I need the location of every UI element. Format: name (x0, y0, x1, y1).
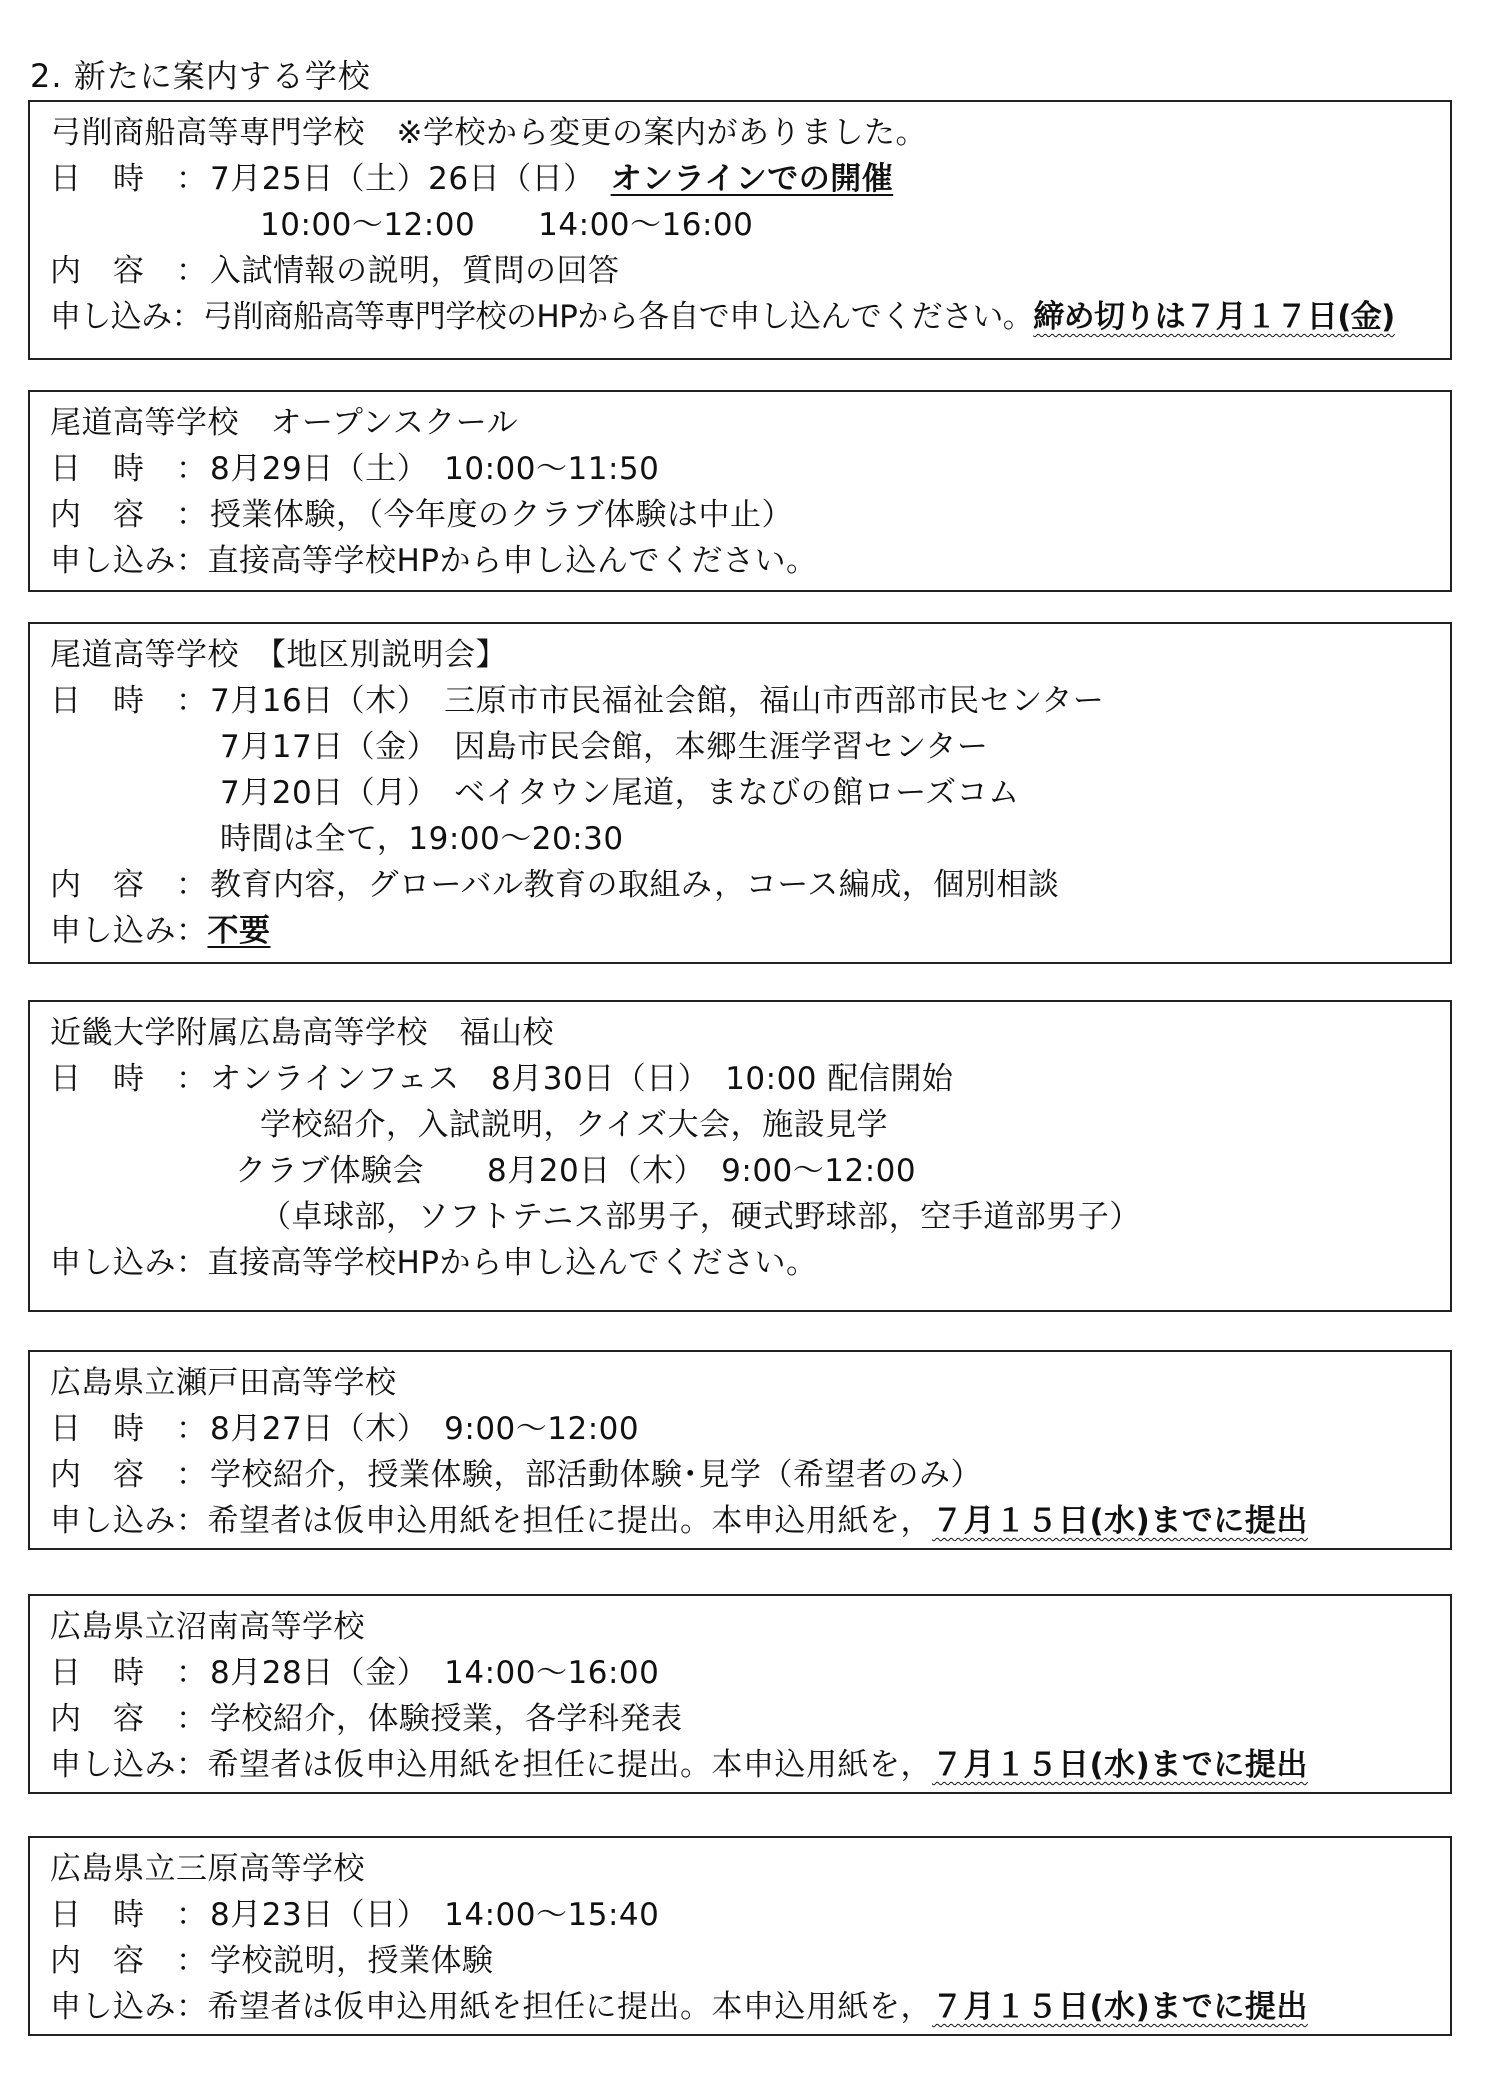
school-name: 弓削商船高等専門学校 ※学校から変更の案内がありました。 (50, 115, 927, 151)
content-row (50, 1696, 1450, 1742)
content-value: 学校紹介，体験授業，各学科発表 (210, 1701, 683, 1737)
detail-row-2: クラブ体験会 8月20日（木） 9:00〜12:00 (235, 1153, 917, 1189)
datetime-value: 8月28日（金） 14:00〜16:00 (210, 1655, 660, 1691)
school-name: 尾道高等学校 【地区別説明会】 (50, 637, 507, 673)
time-row: 時間は全て，19:00〜20:30 (220, 821, 624, 857)
school-box-shonan (28, 1594, 1452, 1794)
apply-row (50, 908, 1450, 954)
school-box-setoda (28, 1350, 1452, 1550)
content-value: 授業体験，（今年度のクラブ体験は中止） (210, 497, 793, 533)
apply-label: 申し込み： (50, 1503, 208, 1539)
apply-value: 弓削商船高等専門学校のHPから各自で申し込んでください。 (202, 299, 1034, 335)
apply-row (50, 1742, 1450, 1788)
apply-label: 申し込み： (50, 1989, 208, 2025)
section-heading: 2. 新たに案内する学校 (30, 57, 371, 95)
datetime-row (50, 1892, 1450, 1938)
content-row (50, 248, 1450, 294)
content-row (50, 492, 1450, 538)
school-box-onomichi-open (28, 390, 1452, 592)
school-name: 広島県立瀬戸田高等学校 (50, 1365, 397, 1401)
apply-row (50, 1240, 1450, 1286)
content-value: 学校紹介，授業体験，部活動体験･見学（希望者のみ） (210, 1457, 982, 1493)
datetime-label: 日 時 ： (50, 1061, 208, 1097)
apply-not-required: 不要 (207, 913, 271, 949)
content-label: 内 容 ： (50, 1701, 208, 1737)
apply-value: 希望者は仮申込用紙を担任に提出。本申込用紙を， (207, 1989, 932, 2025)
deadline-notice: ７月１５日(水)までに提出 (932, 1747, 1308, 1783)
deadline-notice: ７月１５日(水)までに提出 (932, 1989, 1308, 2025)
apply-row (50, 1984, 1450, 2030)
datetime-row-3: 7月20日（月） ベイタウン尾道，まなびの館ローズコム (220, 775, 1020, 811)
school-box-kindai-fukuyama (28, 1000, 1452, 1312)
datetime-row (50, 1650, 1450, 1696)
content-value: 教育内容，グローバル教育の取組み，コース編成，個別相談 (210, 867, 1060, 903)
apply-row (50, 1498, 1450, 1544)
deadline-notice: ７月１５日(水)までに提出 (932, 1503, 1308, 1539)
school-name: 尾道高等学校 オープンスクール (50, 405, 519, 441)
detail-row-1: 学校紹介，入試説明，クイズ大会，施設見学 (260, 1107, 889, 1143)
datetime-label: 日 時 ： (50, 1411, 208, 1447)
content-label: 内 容 ： (50, 1943, 208, 1979)
content-row (50, 862, 1450, 908)
school-name: 広島県立沼南高等学校 (50, 1609, 365, 1645)
datetime-value: 8月27日（木） 9:00〜12:00 (210, 1411, 640, 1447)
school-box-onomichi-district (28, 622, 1452, 964)
apply-value: 直接高等学校HPから申し込んでください。 (207, 1245, 818, 1281)
apply-row (50, 294, 1450, 340)
content-value: 入試情報の説明，質問の回答 (210, 253, 620, 289)
time-row: 10:00〜12:00 14:00〜16:00 (260, 207, 754, 243)
datetime-row (50, 1406, 1450, 1452)
apply-label: 申し込み： (50, 1245, 208, 1281)
content-label: 内 容 ： (50, 253, 208, 289)
datetime-value: 8月23日（日） 14:00〜15:40 (210, 1897, 660, 1933)
apply-value: 希望者は仮申込用紙を担任に提出。本申込用紙を， (207, 1503, 932, 1539)
datetime-value: 7月16日（木） 三原市市民福祉会館，福山市西部市民センター (210, 683, 1105, 719)
datetime-value: 8月29日（土） 10:00〜11:50 (210, 451, 660, 487)
datetime-row (50, 446, 1450, 492)
datetime-label: 日 時 ： (50, 451, 208, 487)
apply-value: 直接高等学校HPから申し込んでください。 (207, 543, 818, 579)
school-box-mihara (28, 1836, 1452, 2036)
datetime-label: 日 時 ： (50, 1897, 208, 1933)
detail-row-3: （卓球部，ソフトテニス部男子，硬式野球部，空手道部男子） (260, 1199, 1141, 1235)
apply-label: 申し込み： (50, 913, 208, 949)
content-row (50, 1452, 1450, 1498)
school-name: 広島県立三原高等学校 (50, 1851, 365, 1887)
content-row (50, 1938, 1450, 1984)
datetime-label: 日 時 ： (50, 1655, 208, 1691)
apply-label: 申し込み： (50, 299, 202, 335)
deadline-notice: 締め切りは７月１７日(金) (1033, 299, 1395, 335)
apply-label: 申し込み： (50, 543, 208, 579)
apply-value: 希望者は仮申込用紙を担任に提出。本申込用紙を， (207, 1747, 932, 1783)
school-box-yuge (28, 100, 1452, 360)
apply-label: 申し込み： (50, 1747, 208, 1783)
datetime-row (50, 156, 1450, 202)
datetime-value: 7月25日（土）26日（日） (210, 161, 611, 197)
datetime-value: オンラインフェス 8月30日（日） 10:00 配信開始 (210, 1061, 954, 1097)
content-value: 学校説明，授業体験 (210, 1943, 494, 1979)
content-label: 内 容 ： (50, 497, 208, 533)
content-label: 内 容 ： (50, 1457, 208, 1493)
datetime-label: 日 時 ： (50, 683, 208, 719)
datetime-row (50, 1056, 1450, 1102)
datetime-label: 日 時 ： (50, 161, 208, 197)
school-name: 近畿大学附属広島高等学校 福山校 (50, 1015, 554, 1051)
content-label: 内 容 ： (50, 867, 208, 903)
datetime-row (50, 678, 1450, 724)
apply-row (50, 538, 1450, 584)
online-notice: オンラインでの開催 (610, 161, 894, 197)
datetime-row-2: 7月17日（金） 因島市民会館，本郷生涯学習センター (220, 729, 989, 765)
